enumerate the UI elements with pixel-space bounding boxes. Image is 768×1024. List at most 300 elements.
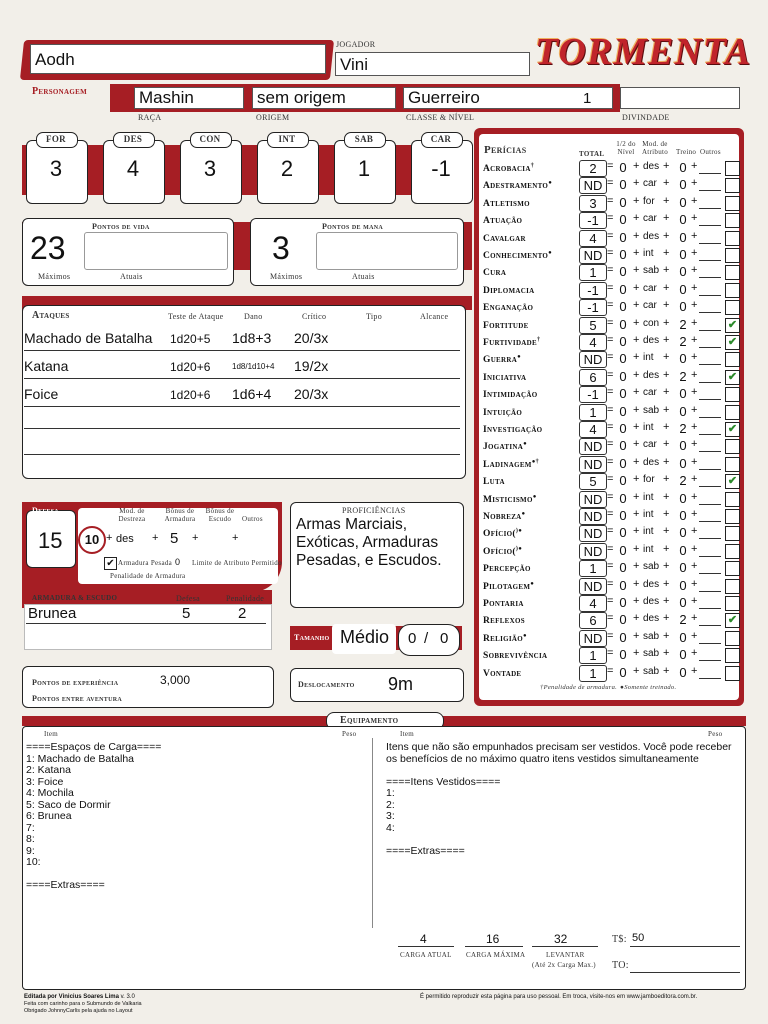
- skill-half-level[interactable]: 0: [619, 664, 627, 680]
- skill-attr[interactable]: sab: [643, 404, 660, 416]
- attr-value[interactable]: 2: [280, 156, 294, 181]
- skill-outros-line[interactable]: [699, 625, 721, 626]
- classe-field[interactable]: Guerreiro: [403, 87, 613, 109]
- armadura-pesada-checkbox[interactable]: ✔: [104, 557, 117, 570]
- skill-row[interactable]: [483, 299, 741, 316]
- skill-row[interactable]: [483, 230, 741, 247]
- skill-train[interactable]: 2: [679, 368, 687, 384]
- skill-outros-line[interactable]: [699, 260, 721, 261]
- skill-outros-line[interactable]: [699, 330, 721, 331]
- skill-trained-checkbox[interactable]: [725, 457, 740, 472]
- limite-atributo-value[interactable]: 0: [175, 557, 181, 567]
- skill-trained-checkbox[interactable]: [725, 196, 740, 211]
- xp-value[interactable]: 3,000: [160, 673, 191, 687]
- carga-atual[interactable]: 4: [420, 932, 427, 946]
- skill-train[interactable]: 2: [679, 612, 687, 628]
- attack-name[interactable]: Katana: [24, 358, 69, 374]
- attack-dano[interactable]: 1d8/1d10+4: [232, 362, 275, 371]
- skill-half-level[interactable]: 0: [619, 525, 627, 541]
- skill-name-text: Conhecimento: [483, 251, 549, 262]
- skill-attr[interactable]: car: [643, 178, 657, 190]
- skill-half-level[interactable]: 0: [619, 629, 627, 645]
- skill-total[interactable]: 4: [579, 334, 607, 351]
- skill-attr[interactable]: sab: [643, 561, 660, 573]
- skill-train[interactable]: 2: [679, 421, 687, 436]
- skill-train[interactable]: 2: [679, 473, 687, 489]
- carga-maxima-line: [465, 946, 523, 947]
- skill-total[interactable]: ND: [579, 247, 607, 264]
- skill-total[interactable]: 6: [579, 612, 607, 629]
- proficiencias-text[interactable]: Armas Marciais, Exóticas, Armaduras Pesadas, e Escudos.: [296, 516, 442, 569]
- skill-row[interactable]: [483, 647, 741, 664]
- skill-half-level[interactable]: 0: [619, 577, 627, 593]
- skill-row[interactable]: [483, 560, 741, 577]
- skill-row[interactable]: [483, 195, 741, 212]
- equip-line[interactable]: os benefícios de no máximo quatro itens vestidos simultaneamente: [386, 752, 699, 765]
- equip-line[interactable]: [386, 765, 742, 777]
- skill-half-level[interactable]: 0: [619, 368, 627, 384]
- skill-attr[interactable]: int: [643, 509, 654, 520]
- skill-attr[interactable]: int: [643, 543, 654, 555]
- skill-train[interactable]: 2: [679, 316, 687, 332]
- skill-plus: +: [663, 647, 670, 660]
- skill-attr[interactable]: des: [643, 335, 660, 346]
- skill-row[interactable]: [483, 543, 741, 560]
- skill-trained-checkbox[interactable]: [725, 213, 740, 228]
- equip-line[interactable]: 5: Saco de Dormir: [26, 798, 111, 811]
- skill-row[interactable]: [483, 665, 741, 682]
- skill-trained-checkbox[interactable]: ✔: [725, 474, 740, 489]
- skill-total[interactable]: 5: [579, 473, 607, 490]
- skill-half-level[interactable]: 0: [619, 403, 627, 419]
- skill-half-level[interactable]: 0: [619, 229, 627, 245]
- skill-train[interactable]: 0: [679, 194, 687, 210]
- skill-half-level[interactable]: 0: [619, 247, 627, 262]
- skill-attr[interactable]: int: [643, 248, 654, 259]
- skill-total[interactable]: 1: [579, 404, 607, 421]
- skill-half-level[interactable]: 0: [619, 473, 627, 489]
- skill-train[interactable]: 0: [679, 264, 687, 280]
- skill-outros-line[interactable]: [699, 399, 721, 400]
- ts-value[interactable]: 50: [632, 932, 645, 944]
- skill-train[interactable]: 0: [679, 177, 687, 193]
- attr-name: DES: [123, 134, 143, 144]
- skill-plus: +: [663, 612, 670, 625]
- equip-line[interactable]: 10:: [26, 856, 41, 868]
- skill-attr[interactable]: des: [643, 456, 660, 468]
- skill-train[interactable]: 0: [679, 595, 687, 610]
- skill-train[interactable]: 0: [679, 229, 687, 245]
- jogador-field[interactable]: Vini: [335, 52, 530, 76]
- skill-outros-line[interactable]: [699, 678, 721, 679]
- skill-row[interactable]: [483, 612, 741, 629]
- skill-plus: +: [633, 334, 640, 346]
- skill-total[interactable]: ND: [579, 508, 607, 525]
- skill-plus: +: [663, 542, 670, 555]
- skill-total[interactable]: ND: [579, 543, 607, 560]
- skill-attr[interactable]: des: [643, 369, 660, 381]
- skill-attr[interactable]: car: [643, 300, 657, 312]
- carga-maxima[interactable]: 16: [486, 932, 500, 946]
- attack-row[interactable]: [24, 358, 464, 380]
- defesa-des[interactable]: des: [116, 533, 134, 545]
- skill-total[interactable]: ND: [579, 491, 607, 508]
- skill-trained-checkbox[interactable]: ✔: [725, 613, 740, 628]
- skill-plus: +: [691, 247, 698, 259]
- skill-half-level[interactable]: 0: [619, 542, 627, 558]
- skill-trained-checkbox[interactable]: [725, 648, 740, 663]
- skill-trained-checkbox[interactable]: [725, 596, 740, 611]
- skill-total[interactable]: 1: [579, 665, 607, 682]
- skill-row[interactable]: [483, 630, 741, 647]
- skill-trained-checkbox[interactable]: [725, 561, 740, 576]
- pv-atual-field[interactable]: [84, 232, 228, 270]
- skill-attr[interactable]: int: [643, 526, 654, 538]
- skill-outros-line[interactable]: [699, 591, 721, 592]
- equip-line[interactable]: 2:: [386, 798, 395, 811]
- skill-train[interactable]: 0: [679, 455, 687, 471]
- skill-half-level[interactable]: 0: [619, 438, 627, 454]
- skill-attr[interactable]: des: [643, 613, 660, 625]
- skill-trained-checkbox[interactable]: [725, 631, 740, 646]
- skill-total[interactable]: ND: [579, 578, 607, 595]
- skill-outros-line[interactable]: [699, 243, 721, 244]
- equip-line[interactable]: 2: Katana: [26, 764, 71, 776]
- skill-half-level[interactable]: 0: [619, 386, 627, 402]
- skill-train[interactable]: 0: [679, 281, 687, 297]
- attack-teste[interactable]: 1d20+6: [170, 388, 211, 402]
- pm-atual-field[interactable]: [316, 232, 458, 270]
- skill-train[interactable]: 0: [679, 386, 687, 402]
- skill-outros-line[interactable]: [699, 556, 721, 557]
- attr-value[interactable]: 4: [126, 156, 140, 181]
- equip-line[interactable]: 1:: [386, 787, 395, 799]
- skill-train[interactable]: 2: [679, 334, 687, 349]
- skill-attr[interactable]: for: [643, 474, 655, 486]
- equip-line[interactable]: 4: Mochila: [26, 787, 74, 799]
- attack-teste[interactable]: 1d20+5: [170, 332, 211, 346]
- skill-total[interactable]: ND: [579, 630, 607, 647]
- skill-attr[interactable]: int: [643, 422, 654, 433]
- skill-trained-checkbox[interactable]: [725, 544, 740, 559]
- skill-half-level[interactable]: 0: [619, 264, 627, 280]
- skill-half-level[interactable]: 0: [619, 595, 627, 610]
- skill-train[interactable]: 0: [679, 438, 687, 454]
- equip-line[interactable]: 3: Foice: [26, 775, 64, 788]
- skill-half-level[interactable]: 0: [619, 212, 627, 228]
- attack-row[interactable]: [24, 386, 464, 408]
- attack-critico[interactable]: 20/3x: [294, 330, 329, 346]
- skill-row[interactable]: [483, 264, 741, 281]
- skill-outros-line[interactable]: [699, 660, 721, 661]
- tamanho-a[interactable]: 0: [408, 630, 417, 647]
- equip-line[interactable]: ====Itens Vestidos====: [386, 775, 501, 788]
- skill-outros-line[interactable]: [699, 382, 721, 383]
- skill-outros-line[interactable]: [699, 434, 721, 435]
- tormenta-logo: TORMENTA: [535, 31, 752, 73]
- skill-train[interactable]: 0: [679, 160, 687, 175]
- skill-row[interactable]: [483, 525, 741, 542]
- deslocamento-value[interactable]: 9m: [388, 674, 414, 694]
- raca-field[interactable]: Mashin: [134, 87, 244, 109]
- skill-row[interactable]: [483, 317, 741, 334]
- skill-train[interactable]: 0: [679, 351, 687, 367]
- skill-row[interactable]: [483, 177, 741, 194]
- skill-row[interactable]: [483, 212, 741, 229]
- skill-train[interactable]: 0: [679, 247, 687, 262]
- attack-dano[interactable]: 1d6+4: [232, 386, 272, 402]
- skill-trained-checkbox[interactable]: [725, 248, 740, 263]
- skill-row[interactable]: [483, 282, 741, 299]
- skill-half-level[interactable]: 0: [619, 560, 627, 576]
- skill-row[interactable]: [483, 578, 741, 595]
- skill-trained-checkbox[interactable]: [725, 439, 740, 454]
- attack-empty-line-1[interactable]: [24, 428, 460, 429]
- skill-total[interactable]: ND: [579, 177, 607, 194]
- skill-row[interactable]: [483, 369, 741, 386]
- skill-outros-line[interactable]: [699, 295, 721, 296]
- skill-row[interactable]: [483, 334, 741, 351]
- attr-value[interactable]: 3: [203, 156, 217, 181]
- skill-row[interactable]: [483, 404, 741, 421]
- skill-outros-line[interactable]: [699, 538, 721, 539]
- skill-trained-checkbox[interactable]: [725, 283, 740, 298]
- skill-train[interactable]: 0: [679, 560, 687, 576]
- skill-outros-line[interactable]: [699, 364, 721, 365]
- skill-outros-line[interactable]: [699, 469, 721, 470]
- skill-trained-checkbox[interactable]: ✔: [725, 370, 740, 385]
- skill-attr[interactable]: for: [643, 195, 655, 207]
- skill-attr[interactable]: sab: [643, 630, 660, 642]
- carga-levantar[interactable]: 32: [554, 932, 568, 946]
- skill-total[interactable]: ND: [579, 438, 607, 455]
- skill-half-level[interactable]: 0: [619, 316, 627, 332]
- skill-attr[interactable]: des: [643, 230, 660, 242]
- skill-attr[interactable]: sab: [643, 665, 660, 677]
- armor-name[interactable]: Brunea: [28, 605, 77, 622]
- skill-attr[interactable]: int: [643, 352, 654, 364]
- skill-train[interactable]: 0: [679, 629, 687, 645]
- equip-line[interactable]: 1: Machado de Batalha: [26, 752, 134, 765]
- skill-half-level[interactable]: 0: [619, 508, 627, 523]
- skill-total[interactable]: 1: [579, 647, 607, 664]
- attack-row[interactable]: [24, 330, 464, 352]
- skill-outros-line[interactable]: [699, 504, 721, 505]
- attr-value[interactable]: 3: [49, 156, 63, 181]
- skill-outros-line[interactable]: [699, 190, 721, 191]
- skill-half-level[interactable]: 0: [619, 455, 627, 471]
- skill-total[interactable]: -1: [579, 299, 607, 316]
- skill-total[interactable]: 6: [579, 369, 607, 386]
- skill-trained-checkbox[interactable]: [725, 492, 740, 507]
- skill-attr[interactable]: int: [643, 491, 654, 503]
- skill-row[interactable]: [483, 595, 741, 612]
- skill-trained-checkbox[interactable]: [725, 352, 740, 367]
- divindade-field[interactable]: [620, 87, 740, 109]
- skill-train[interactable]: 0: [679, 577, 687, 593]
- skill-outros-line[interactable]: [699, 347, 721, 348]
- skill-outros-line[interactable]: [699, 451, 721, 452]
- skill-attr[interactable]: car: [643, 213, 657, 225]
- skill-train[interactable]: 0: [679, 403, 687, 419]
- skill-train[interactable]: 0: [679, 299, 687, 315]
- skill-outros-line[interactable]: [699, 486, 721, 487]
- skill-attr[interactable]: des: [643, 161, 660, 172]
- pv-max[interactable]: 23: [30, 230, 66, 266]
- equip-line[interactable]: [386, 834, 742, 846]
- equip-line[interactable]: Itens que não são empunhados precisam ser vestidos. Você pode receber: [386, 741, 732, 753]
- skill-row[interactable]: [483, 351, 741, 368]
- equip-line[interactable]: 9:: [26, 844, 35, 857]
- skill-total[interactable]: 1: [579, 560, 607, 577]
- equip-line[interactable]: ====Espaços de Carga====: [26, 741, 162, 753]
- origem-field[interactable]: sem origem: [252, 87, 396, 109]
- skill-half-level[interactable]: 0: [619, 194, 627, 210]
- skill-total[interactable]: 2: [579, 160, 607, 177]
- skill-outros-line[interactable]: [699, 573, 721, 574]
- armor-penalidade[interactable]: 2: [238, 605, 247, 622]
- skill-total[interactable]: 4: [579, 595, 607, 612]
- skill-total[interactable]: ND: [579, 525, 607, 542]
- skill-total[interactable]: ND: [579, 456, 607, 473]
- skill-attr[interactable]: car: [643, 439, 657, 451]
- skill-attr[interactable]: con: [643, 317, 660, 329]
- defesa-total[interactable]: 15: [38, 528, 63, 553]
- skill-total[interactable]: 1: [579, 264, 607, 281]
- attack-name[interactable]: Foice: [24, 386, 59, 402]
- attr-value[interactable]: 1: [357, 156, 371, 181]
- skill-trained-checkbox[interactable]: [725, 231, 740, 246]
- attack-teste[interactable]: 1d20+6: [170, 360, 211, 374]
- skill-train[interactable]: 0: [679, 664, 687, 680]
- attack-empty-line-2[interactable]: [24, 454, 460, 455]
- skill-train[interactable]: 0: [679, 490, 687, 506]
- equip-left-list[interactable]: [26, 742, 366, 892]
- skill-outros-line[interactable]: [699, 225, 721, 226]
- skill-attr[interactable]: car: [643, 387, 657, 399]
- skill-train[interactable]: 0: [679, 525, 687, 541]
- skill-train[interactable]: 0: [679, 508, 687, 523]
- skill-half-level[interactable]: 0: [619, 351, 627, 367]
- skill-train[interactable]: 0: [679, 212, 687, 228]
- skill-half-level[interactable]: 0: [619, 647, 627, 663]
- skill-total[interactable]: 3: [579, 195, 607, 212]
- skill-trained-checkbox[interactable]: [725, 265, 740, 280]
- skill-outros-line[interactable]: [699, 208, 721, 209]
- equip-line[interactable]: 6: Brunea: [26, 810, 72, 822]
- skill-name-text: Sobrevivência: [483, 651, 548, 662]
- skill-trained-checkbox[interactable]: [725, 579, 740, 594]
- defesa-armadura[interactable]: 5: [170, 530, 179, 547]
- equip-line[interactable]: 3:: [386, 810, 395, 822]
- skill-trained-checkbox[interactable]: ✔: [725, 335, 740, 350]
- skill-trained-checkbox[interactable]: [725, 405, 740, 420]
- armor-defesa[interactable]: 5: [182, 605, 191, 622]
- skill-half-level[interactable]: 0: [619, 281, 627, 297]
- skill-trained-checkbox[interactable]: [725, 666, 740, 681]
- skill-row[interactable]: [483, 508, 741, 525]
- skill-outros-line[interactable]: [699, 312, 721, 313]
- skill-total[interactable]: ND: [579, 351, 607, 368]
- equip-right-list[interactable]: [386, 742, 742, 857]
- skill-row[interactable]: [483, 438, 741, 455]
- skill-total[interactable]: 4: [579, 230, 607, 247]
- skill-attr[interactable]: des: [643, 578, 660, 590]
- tamanho-b[interactable]: 0: [440, 630, 449, 647]
- pm-max[interactable]: 3: [272, 230, 290, 266]
- attack-critico[interactable]: 19/2x: [294, 358, 329, 374]
- skill-trained-checkbox[interactable]: [725, 161, 740, 176]
- skill-half-level[interactable]: 0: [619, 612, 627, 628]
- skill-total[interactable]: -1: [579, 212, 607, 229]
- skill-total[interactable]: -1: [579, 282, 607, 299]
- attack-critico[interactable]: 20/3x: [294, 386, 329, 402]
- skill-train[interactable]: 0: [679, 542, 687, 558]
- skill-attr[interactable]: sab: [643, 265, 660, 277]
- skill-plus: +: [633, 542, 640, 555]
- skill-half-level[interactable]: 0: [619, 334, 627, 349]
- skill-outros-line[interactable]: [699, 277, 721, 278]
- skill-trained-checkbox[interactable]: ✔: [725, 422, 740, 437]
- skill-trained-checkbox[interactable]: [725, 387, 740, 402]
- nivel-value[interactable]: 1: [583, 90, 592, 107]
- equip-line[interactable]: 8:: [26, 833, 35, 845]
- attack-name[interactable]: Machado de Batalha: [24, 330, 153, 346]
- skill-half-level[interactable]: 0: [619, 421, 627, 436]
- skill-attr[interactable]: des: [643, 596, 660, 607]
- equip-line[interactable]: ====Extras====: [26, 879, 105, 891]
- skill-trained-checkbox[interactable]: [725, 509, 740, 524]
- skill-half-level[interactable]: 0: [619, 299, 627, 315]
- skill-trained-checkbox[interactable]: ✔: [725, 318, 740, 333]
- skill-total[interactable]: 4: [579, 421, 607, 438]
- skill-row[interactable]: [483, 421, 741, 438]
- skill-outros-line[interactable]: [699, 643, 721, 644]
- skill-name-text: Ladinagem: [483, 459, 532, 470]
- skill-row[interactable]: [483, 473, 741, 490]
- skill-train[interactable]: 0: [679, 647, 687, 663]
- skill-row[interactable]: [483, 160, 741, 177]
- skill-outros-line[interactable]: [699, 608, 721, 609]
- skill-outros-line[interactable]: [699, 521, 721, 522]
- skill-row[interactable]: [483, 491, 741, 508]
- skill-outros-line[interactable]: [699, 417, 721, 418]
- skill-half-level[interactable]: 0: [619, 490, 627, 506]
- skill-outros-line[interactable]: [699, 173, 721, 174]
- equip-line[interactable]: 7:: [26, 821, 35, 834]
- skill-trained-checkbox[interactable]: [725, 178, 740, 193]
- equip-line[interactable]: 4:: [386, 821, 395, 834]
- skill-trained-checkbox[interactable]: [725, 526, 740, 541]
- skill-total[interactable]: 5: [579, 317, 607, 334]
- equip-line[interactable]: ====Extras====: [386, 844, 465, 857]
- personagem-field[interactable]: Aodh: [30, 44, 326, 74]
- skill-row[interactable]: [483, 247, 741, 264]
- skill-row[interactable]: [483, 456, 741, 473]
- skill-half-level[interactable]: 0: [619, 177, 627, 193]
- attr-value[interactable]: -1: [431, 156, 451, 181]
- skill-name-text: Pontaria: [483, 599, 524, 610]
- skill-trained-checkbox[interactable]: [725, 300, 740, 315]
- tamanho-value[interactable]: Médio: [340, 627, 390, 647]
- skill-row[interactable]: [483, 386, 741, 403]
- skill-half-level[interactable]: 0: [619, 160, 627, 175]
- attack-dano[interactable]: 1d8+3: [232, 330, 272, 346]
- skill-total[interactable]: -1: [579, 386, 607, 403]
- skill-attr[interactable]: car: [643, 282, 657, 294]
- skill-eq: =: [607, 281, 614, 294]
- skill-attr[interactable]: sab: [643, 648, 660, 660]
